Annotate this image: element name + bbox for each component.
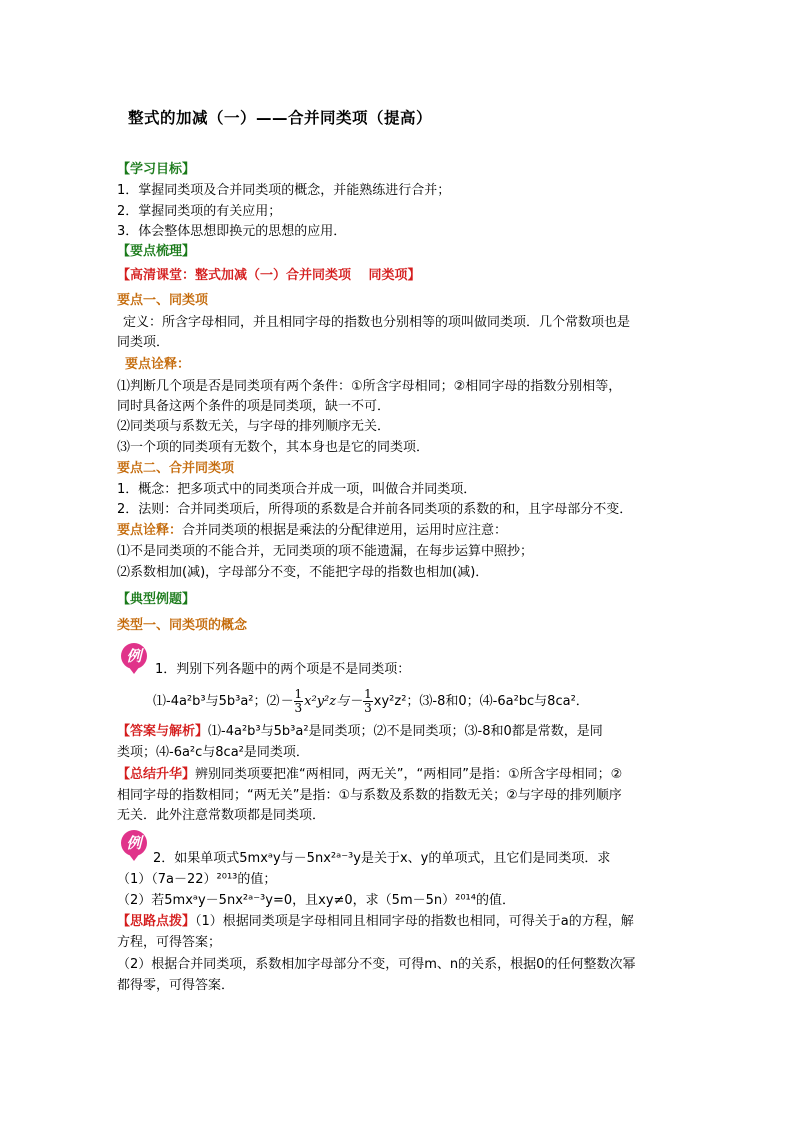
page-title: 整式的加减（一）——合并同类项（提高）: [127, 109, 432, 127]
example2-subq-2: （2）若5mxᵃy－5nx²ᵃ⁻³y=0，且xy≠0，求（5m－5n）²⁰¹⁴的值．: [117, 893, 515, 908]
summary-text-3: 无关．此外注意常数项都是同类项．: [117, 808, 326, 823]
point2-item-1: 1．概念：把多项式中的同类项合并成一项，叫做合并同类项．: [117, 482, 477, 497]
example1-question: 1．判别下列各题中的两个项是不是同类项：: [155, 662, 411, 677]
point2-item-2: 2．法则：合并同类项后，所得项的系数是合并前各同类项的系数的和，且字母部分不变．: [117, 502, 633, 517]
answer-label: 【答案与解析】: [117, 724, 209, 739]
example1-answer-line: [117, 722, 603, 742]
point2-note-line: [117, 521, 507, 541]
definition-line-1: 定义：所含字母相同，并且相同字母的指数也分别相等的项叫做同类项．几个常数项也是: [123, 315, 631, 330]
definition-line-2: 同类项．: [117, 335, 170, 350]
fraction-one-third-2: [363, 688, 373, 715]
hint-text-4: 都得零，可得答案．: [117, 978, 235, 993]
fraction-numerator: 1: [294, 687, 303, 701]
example1-summary-line: [117, 765, 622, 785]
example1-part1: ⑴-4a²b³与5b³a²；⑵: [153, 694, 280, 709]
answer-text-2: 类项；⑷-6a²c与8ca²是同类项．: [117, 745, 309, 760]
examples-heading: 【典型例题】: [117, 592, 196, 607]
point2-note-1: ⑴不是同类项的不能合并，无同类项的项不能遗漏，在每步运算中照抄；: [117, 544, 534, 559]
point1-note-2: 同时具备这两个条件的项是同类项，缺一不可．: [117, 399, 391, 414]
type1-heading: 类型一、同类项的概念: [117, 618, 248, 633]
objective-item-3: 3．体会整体思想即换元的思想的应用．: [117, 224, 347, 239]
minus-sign-1: －: [279, 694, 293, 709]
objectives-heading: 【学习目标】: [117, 162, 196, 177]
example-badge-1: 例: [121, 643, 147, 669]
example2-hint-line: [117, 912, 634, 932]
minus-sign-2: －: [349, 694, 363, 709]
point2-note-2: ⑵系数相加(减)，字母部分不变，不能把字母的指数也相加(减)．: [117, 565, 489, 580]
point1-note-3: ⑵同类项与系数无关，与字母的排列顺序无关．: [117, 419, 391, 434]
summary-label: 【总结升华】: [117, 767, 196, 782]
point1-heading: 要点一、同类项: [117, 293, 209, 308]
point2-note-label: 要点诠释：: [117, 523, 183, 538]
hint-text-2: 方程，可得答案；: [117, 935, 222, 950]
fraction-one-third-1: [294, 688, 304, 715]
example2-question: 2．如果单项式5mxᵃy与－5nx²ᵃ⁻³y是关于x、y的单项式，且它们是同类项．求: [153, 851, 611, 866]
fraction-denominator: 3: [364, 701, 372, 715]
point1-note-1: ⑴判断几个项是否是同类项有两个条件：①所含字母相同；②相同字母的指数分别相等，: [117, 379, 622, 394]
example-badge-tail-2: [128, 853, 140, 861]
example1-items: [153, 688, 589, 716]
summary-text-2: 相同字母的指数相同；“两无关”是指：①与系数及系数的指数无关；②与字母的排列顺序: [117, 788, 622, 803]
example-badge-tail-1: [128, 666, 140, 674]
example1-part3: xy²z²；⑶-8和0；⑷-6a²bc与8ca²．: [373, 694, 589, 709]
answer-text-1: ⑴-4a²b³与5b³a²是同类项；⑵不是同类项；⑶-8和0都是常数，是同: [208, 724, 603, 739]
fraction-numerator: 1: [364, 687, 372, 701]
class-link[interactable]: 【高清课堂：整式加减（一）合并同类项 同类项】: [117, 268, 421, 283]
summary-text-1: 辨别同类项要把准“两相同，两无关”，“两相同”是指：①所含字母相同；②: [195, 767, 623, 782]
point1-note-heading: 要点诠释：: [125, 357, 191, 372]
point1-note-4: ⑶一个项的同类项有无数个，其本身也是它的同类项．: [117, 440, 430, 455]
hint-label: 【思路点拨】: [117, 914, 196, 929]
example2-subq-1: （1）（7a－22）²⁰¹³的值；: [117, 872, 277, 887]
hint-text-3: （2）根据合并同类项，系数相加字母部分不变，可得m、n的关系，根据0的任何整数次幂: [117, 957, 636, 972]
objective-item-2: 2．掌握同类项的有关应用；: [117, 204, 282, 219]
fraction-denominator: 3: [294, 701, 303, 715]
example1-part2: x²y²z与: [304, 694, 350, 709]
keypoints-heading: 【要点梳理】: [117, 244, 196, 259]
example-badge-2: 例: [121, 830, 147, 856]
hint-text-1: （1）根据同类项是字母相同且相同字母的指数也相同，可得关于a的方程，解: [195, 914, 634, 929]
point2-heading: 要点二、合并同类项: [117, 461, 235, 476]
point2-note-text: 合并同类项的根据是乘法的分配律逆用，运用时应注意：: [182, 523, 508, 538]
objective-item-1: 1．掌握同类项及合并同类项的概念，并能熟练进行合并；: [117, 183, 451, 198]
